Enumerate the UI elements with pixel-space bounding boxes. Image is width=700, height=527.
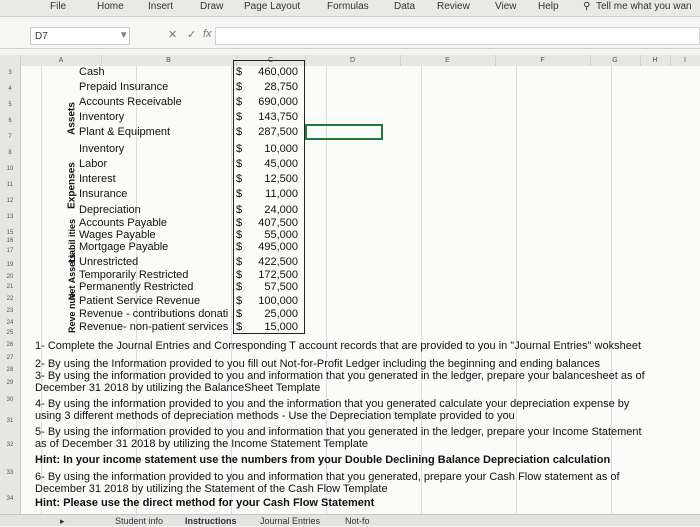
row-header[interactable]: 19 bbox=[6, 262, 14, 268]
account-label[interactable]: Interest bbox=[79, 173, 116, 185]
instruction-line[interactable]: 1- Complete the Journal Entries and Corresponding T account records that are provided to you in "Journal Entries" woksheet bbox=[35, 340, 642, 352]
lightbulb-icon: ⚲ bbox=[583, 1, 591, 12]
category-expenses: Expenses bbox=[66, 162, 78, 209]
instruction-line[interactable]: 4- By using the information provided to you and the information that you generated calculate your depreciation expense by bbox=[35, 398, 630, 410]
tab-draw[interactable]: Draw bbox=[200, 1, 224, 12]
ribbon-tab-bar bbox=[0, 0, 700, 17]
dollar-sign: $ bbox=[236, 295, 243, 307]
row-header[interactable]: 33 bbox=[6, 470, 14, 476]
dollar-sign: $ bbox=[236, 96, 243, 108]
account-value[interactable]: 460,000 bbox=[258, 66, 298, 78]
column-header-f[interactable]: F bbox=[495, 55, 591, 66]
account-value[interactable]: 15,000 bbox=[264, 321, 298, 333]
instruction-line[interactable]: 3- By using the information provided to you and information that you generated in the ledger, prepare your balancesheet as of bbox=[35, 370, 645, 382]
account-label[interactable]: Unrestricted bbox=[79, 256, 139, 268]
account-label[interactable]: Depreciation bbox=[79, 204, 141, 216]
account-value[interactable]: 422,500 bbox=[258, 256, 298, 268]
function-icon[interactable]: fx bbox=[203, 28, 212, 40]
select-all-corner[interactable] bbox=[0, 55, 21, 66]
sheet-tab-journal-entries[interactable]: Journal Entries bbox=[260, 516, 321, 526]
instruction-line[interactable]: December 31 2018 by utilizing the BalanceSheet Template bbox=[35, 382, 321, 394]
tab-data[interactable]: Data bbox=[394, 1, 416, 12]
account-value[interactable]: 10,000 bbox=[264, 143, 298, 155]
tab-review[interactable]: Review bbox=[437, 1, 470, 12]
sheet-tab-not-for-profit[interactable]: Not-fo bbox=[345, 516, 370, 526]
account-label[interactable]: Inventory bbox=[79, 143, 125, 155]
instruction-line[interactable]: using 3 different methods of depreciation methods - Use the Depreciation template provided to you bbox=[35, 410, 515, 422]
sheet-tab-instructions[interactable]: Instructions bbox=[185, 516, 237, 526]
row-header[interactable]: 21 bbox=[6, 284, 14, 290]
sheet-tab-bar bbox=[0, 514, 700, 526]
row-header[interactable]: 12 bbox=[6, 198, 14, 204]
dollar-sign: $ bbox=[236, 173, 243, 185]
row-header[interactable]: 11 bbox=[6, 182, 14, 188]
account-label[interactable]: Revenue - contributions donati bbox=[79, 308, 229, 320]
account-label[interactable]: Prepaid Insurance bbox=[79, 81, 169, 93]
row-header[interactable]: 10 bbox=[6, 166, 14, 172]
account-label[interactable]: Temporarily Restricted bbox=[79, 269, 189, 281]
account-value[interactable]: 407,500 bbox=[258, 217, 298, 229]
account-label[interactable]: Cash bbox=[79, 66, 105, 78]
instruction-line[interactable]: December 31 2018 by utilizing the Statement of the Cash Flow Template bbox=[35, 483, 388, 495]
account-label[interactable]: Revenue- non-patient services bbox=[79, 321, 229, 333]
dollar-sign: $ bbox=[236, 204, 243, 216]
account-label[interactable]: Plant & Equipment bbox=[79, 126, 171, 138]
account-label[interactable]: Accounts Receivable bbox=[79, 96, 182, 108]
enter-icon[interactable]: ✓ bbox=[187, 29, 197, 41]
hint-line[interactable]: Hint: In your income statement use the numbers from your Double Declining Balance Depreciation calculation bbox=[35, 454, 611, 466]
tell-me-search[interactable]: Tell me what you wan bbox=[596, 1, 692, 12]
row-header[interactable]: 31 bbox=[6, 418, 14, 424]
chevron-down-icon[interactable]: ▾ bbox=[121, 29, 127, 41]
account-value[interactable]: 495,000 bbox=[258, 241, 298, 253]
account-value[interactable]: 57,500 bbox=[264, 281, 298, 293]
account-label[interactable]: Permanently Restricted bbox=[79, 281, 194, 293]
row-header[interactable]: 6 bbox=[8, 118, 12, 124]
row-header[interactable]: 16 bbox=[6, 238, 14, 244]
account-label[interactable]: Accounts Payable bbox=[79, 217, 168, 229]
row-header[interactable]: 13 bbox=[6, 214, 14, 220]
row-header[interactable]: 29 bbox=[6, 380, 14, 386]
row-header[interactable]: 3 bbox=[8, 70, 12, 76]
column-header-e[interactable]: E bbox=[400, 55, 496, 66]
dollar-sign: $ bbox=[236, 281, 243, 293]
account-label[interactable]: Wages Payable bbox=[79, 229, 156, 241]
row-header[interactable]: 27 bbox=[6, 355, 14, 361]
column-header-d[interactable]: D bbox=[305, 55, 401, 66]
row-headers bbox=[0, 66, 21, 525]
row-header[interactable]: 30 bbox=[6, 397, 14, 403]
account-label[interactable]: Patient Service Revenue bbox=[79, 295, 201, 307]
row-header[interactable]: 26 bbox=[6, 342, 14, 348]
account-value[interactable]: 28,750 bbox=[264, 81, 298, 93]
account-label[interactable]: Mortgage Payable bbox=[79, 241, 169, 253]
instruction-line[interactable]: 2- By using the Information provided to you fill out Not-for-Profit Ledger including the beginning and ending balances bbox=[35, 358, 601, 370]
row-header[interactable]: 24 bbox=[6, 320, 14, 326]
dollar-sign: $ bbox=[236, 81, 243, 93]
instruction-line[interactable]: 5- By using the information provided to you and information that you generated in the ledger, prepare your Income Statement bbox=[35, 426, 642, 438]
row-header[interactable]: 20 bbox=[6, 274, 14, 280]
dollar-sign: $ bbox=[236, 256, 243, 268]
account-label[interactable]: Insurance bbox=[79, 188, 128, 200]
dollar-sign: $ bbox=[236, 158, 243, 170]
account-value[interactable]: 25,000 bbox=[264, 308, 298, 320]
account-value[interactable]: 12,500 bbox=[264, 173, 298, 185]
column-header-c[interactable]: C bbox=[236, 55, 306, 66]
row-header[interactable]: 34 bbox=[6, 496, 14, 502]
navigate-sheets-icon[interactable]: ▸ bbox=[60, 516, 65, 526]
row-header[interactable]: 15 bbox=[6, 230, 14, 236]
row-header[interactable]: 5 bbox=[8, 102, 12, 108]
column-header-i[interactable]: I bbox=[670, 55, 700, 66]
account-value[interactable]: 287,500 bbox=[258, 126, 298, 138]
column-header-g[interactable]: G bbox=[590, 55, 641, 66]
dollar-sign: $ bbox=[236, 229, 243, 241]
tab-formulas[interactable]: Formulas bbox=[327, 1, 369, 12]
account-value[interactable]: 143,750 bbox=[258, 111, 298, 123]
column-header-h[interactable]: H bbox=[640, 55, 671, 66]
column-header-a[interactable]: A bbox=[21, 55, 102, 66]
row-header[interactable]: 22 bbox=[6, 296, 14, 302]
account-label[interactable]: Inventory bbox=[79, 111, 125, 123]
account-label[interactable]: Labor bbox=[79, 158, 108, 170]
dollar-sign: $ bbox=[236, 308, 243, 320]
tab-insert[interactable]: Insert bbox=[148, 1, 174, 12]
row-header[interactable]: 17 bbox=[6, 248, 14, 254]
account-value[interactable]: 55,000 bbox=[264, 229, 298, 241]
account-value[interactable]: 45,000 bbox=[264, 158, 298, 170]
sheet-tab-student-info[interactable]: Student info bbox=[115, 516, 164, 526]
account-value[interactable]: 24,000 bbox=[264, 204, 298, 216]
dollar-sign: $ bbox=[236, 126, 243, 138]
row-header[interactable]: 32 bbox=[6, 442, 14, 448]
formula-input[interactable] bbox=[215, 27, 700, 45]
cancel-icon[interactable]: ✕ bbox=[168, 29, 178, 41]
account-value[interactable]: 100,000 bbox=[258, 295, 298, 307]
row-header[interactable]: 23 bbox=[6, 308, 14, 314]
account-value[interactable]: 172,500 bbox=[258, 269, 298, 281]
account-value[interactable]: 11,000 bbox=[265, 188, 298, 200]
account-value[interactable]: 690,000 bbox=[258, 96, 298, 108]
name-box[interactable]: D7 bbox=[30, 27, 130, 45]
row-header[interactable]: 8 bbox=[8, 150, 12, 156]
row-header[interactable]: 4 bbox=[8, 86, 12, 92]
row-header[interactable]: 25 bbox=[6, 330, 14, 336]
instruction-line[interactable]: 6- By using the information provided to you and information that you generated, prepare your Cash Flow statement as of bbox=[35, 471, 620, 483]
dollar-sign: $ bbox=[236, 66, 243, 78]
dollar-sign: $ bbox=[236, 111, 243, 123]
hint-line[interactable]: Hint: Please use the direct method for your Cash Flow Statement bbox=[35, 497, 375, 509]
dollar-sign: $ bbox=[236, 269, 243, 281]
column-header-b[interactable]: B bbox=[101, 55, 237, 66]
tab-page-layout[interactable]: Page Layout bbox=[244, 1, 301, 12]
tab-file[interactable]: File bbox=[50, 1, 67, 12]
row-header[interactable]: 7 bbox=[8, 134, 12, 140]
dollar-sign: $ bbox=[236, 143, 243, 155]
category-liabilities: Liabil ities bbox=[67, 219, 77, 264]
tab-view[interactable]: View bbox=[495, 1, 517, 12]
dollar-sign: $ bbox=[236, 188, 243, 200]
category-revenue: Reve nue bbox=[67, 292, 77, 334]
dollar-sign: $ bbox=[236, 241, 243, 253]
category-net-assets: Net Assets bbox=[67, 253, 77, 301]
tab-home[interactable]: Home bbox=[97, 1, 124, 12]
dollar-sign: $ bbox=[236, 321, 243, 333]
dollar-sign: $ bbox=[236, 217, 243, 229]
selected-cell-d7[interactable] bbox=[305, 124, 383, 140]
tab-help[interactable]: Help bbox=[538, 1, 559, 12]
category-assets: Assets bbox=[66, 102, 78, 135]
instruction-line[interactable]: as of December 31 2018 by utilizing the Income Statement Template bbox=[35, 438, 369, 450]
row-header[interactable]: 28 bbox=[6, 367, 14, 373]
